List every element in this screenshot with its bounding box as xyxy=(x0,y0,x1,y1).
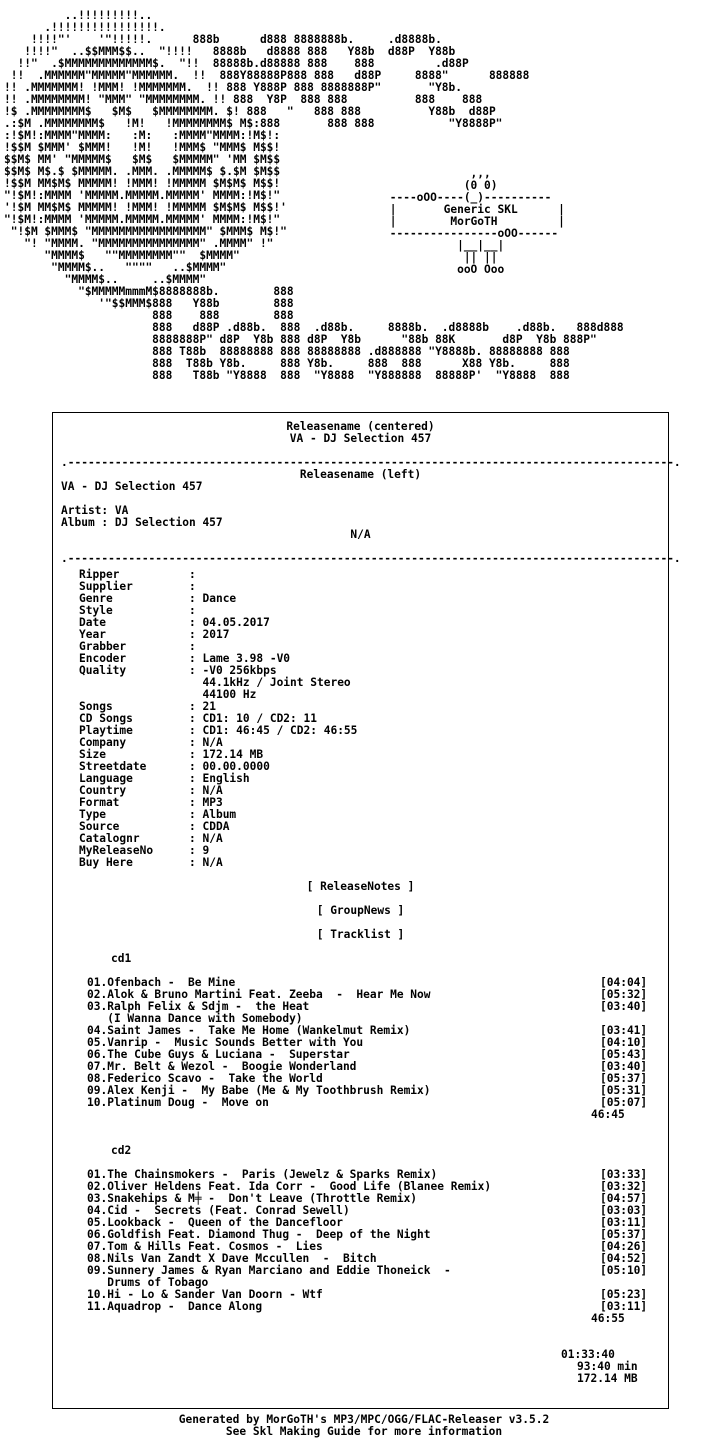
info-value: MP3 xyxy=(202,796,223,809)
info-colon: : xyxy=(189,580,203,593)
total-time: 01:33:40 xyxy=(561,1348,615,1361)
track-title: 09.Alex Kenji - My Babe (Me & My Toothbrush Remix) xyxy=(87,1084,431,1097)
track-time: [04:26] xyxy=(600,1240,648,1253)
info-row xyxy=(79,797,660,809)
info-row xyxy=(79,665,660,677)
track-title: 05.Lookback - Queen of the Dancefloor xyxy=(87,1216,343,1229)
info-key: Type xyxy=(79,808,106,821)
info-colon: : xyxy=(189,748,203,761)
info-row xyxy=(79,617,660,629)
info-key: Date xyxy=(79,616,106,629)
info-key: Language xyxy=(79,772,133,785)
info-key: Buy Here xyxy=(79,856,133,869)
track-time: [03:40] xyxy=(600,1060,648,1073)
total-size: 172.14 MB xyxy=(577,1372,638,1385)
info-row xyxy=(79,725,660,737)
track-time: [05:37] xyxy=(600,1072,648,1085)
track-title: 07.Mr. Belt & Wezol - Boogie Wonderland xyxy=(87,1060,357,1073)
info-row xyxy=(79,689,660,701)
info-colon: : xyxy=(189,820,203,833)
info-colon: : xyxy=(189,628,203,641)
track-title: 08.Nils Van Zandt X Dave Mccullen - Bitch xyxy=(87,1252,377,1265)
info-value: -V0 256kbps xyxy=(202,664,277,677)
track-title: 10.Hi - Lo & Sander Van Doorn - Wtf xyxy=(87,1288,323,1301)
track-title: 11.Aquadrop - Dance Along xyxy=(87,1300,263,1313)
info-key: Format xyxy=(79,796,120,809)
ascii-art-logo: ..!!!!!!!!!.. .!!!!!!!!!!!!!!!!. !!!!"' '"!!!!!. 888b d888 8888888b. .d8888b. !!!!" ..$$MMM$$.. "!!!! 8888b d8888 888 Y88b d88P Y88b !!" .$MMMMMMMMMMMMM$. "!! 88888b.d88888 888 888 .d88P !! .MMMMMM"MMMMM"MMMMMM. !! 888Y88888P888 888 d88P 8888" 888888 !! .MMMMMMM! !MMM! !MMMMMMM. !! 888 Y888P 888 8888888P" "Y8b. !! .MMMMMMMM! "MMM" "MMMMMMMM. !! 888 Y8P 888 888 888 888 !$ .MMMMMMMM$ $M$ $MMMMMMMM. $! 888 " 888 888 Y88b d88P .:$M .MMMMMMMM$ !M! !MMMMMMMM$ M$:888 888 888 "Y8888P" :!$M!:MMMM"MMMM: :M: :MMMM"MMMM:!M$!: !$$M $MMM' $MMM! !M! !MMM$ "MMM$ M$$! $$M$ MM' "MMMMM$ $M$ $MMMMM" 'MM $M$$ $$M$ M$.$ $MMMMM. .MMM. .MMMMM$ $.$M $M$$ !$$M MM$M$ MMMMM! !MMM! !MMMMM $M$M$ M$$! "!$M!:MMMM 'MMMMM.MMMMM.MMMMM' MMMM:!M$!" '!$M MM$M$ MMMMM! !MMM! !MMMMM $M$M$ M$$!' "!$M!:MMMM 'MMMMM.MMMMM.MMMMM' MMMM:!M$!" "!$M $MMM$ "MMMMMMMMMMMMMMMMM" $MMM$ M$!" "! "MMMM. "MMMMMMMMMMMMMMM" .MMMM" !" "MMMM$ ""MMMMMMMM"" $MMMM" "MMMM$.. """" ..$MMMM" "MMMM$.. ..$MMMM" "$MMMMMmmmM$8888888b. 888 '"$$MMM$888 Y88b 888 888 888 888 888 d88P .d88b. 888 .d88b. 8888b. .d8888b .d88b. 888d888 8888888P" d8P Y8b 888 d8P Y8b "88b 88K d8P Y8b 888P" 888 T88b 88888888 888 88888888 .d888888 "Y8888b. 88888888 888 888 T88b Y8b. 888 Y8b. 888 888 X88 Y8b. 888 888 T88b "Y8888 888 "Y8888 "Y888888 88888P' "Y8888 888 xyxy=(4,9,624,382)
track-time: [03:33] xyxy=(600,1168,648,1181)
info-row xyxy=(79,785,660,797)
track-title: 03.Snakehips & M╪ - Don't Leave (Throttle Remix) xyxy=(87,1192,418,1205)
info-row xyxy=(79,593,660,605)
info-key: Country xyxy=(79,784,127,797)
album-line: Album : DJ Selection 457 xyxy=(61,516,223,529)
blank xyxy=(61,493,660,505)
track-title: Drums of Tobago xyxy=(87,1276,209,1289)
info-colon: : xyxy=(189,784,203,797)
info-colon: : xyxy=(189,724,203,737)
info-value: 00.00.0000 xyxy=(202,760,270,773)
info-value: N/A xyxy=(202,736,223,749)
track-title: 04.Cid - Secrets (Feat. Conrad Sewell) xyxy=(87,1204,350,1217)
track-time: [03:40] xyxy=(600,1000,648,1013)
track-time: [04:57] xyxy=(600,1192,648,1205)
info-row xyxy=(79,653,660,665)
track-title: 05.Vanrip - Music Sounds Better with You xyxy=(87,1036,364,1049)
info-row xyxy=(79,629,660,641)
info-value: English xyxy=(202,772,250,785)
footer-line-2: See Skl Making Guide for more information xyxy=(225,1425,503,1438)
track-title: 02.Alok & Bruno Martini Feat. Zeeba - Hear Me Now xyxy=(87,988,431,1001)
info-row xyxy=(79,641,660,653)
info-value: 04.05.2017 xyxy=(202,616,270,629)
info-key: Catalognr xyxy=(79,832,140,845)
cd1-label: cd1 xyxy=(111,952,132,965)
info-key: Company xyxy=(79,736,127,749)
info-key: Playtime xyxy=(79,724,133,737)
info-colon: : xyxy=(189,712,203,725)
info-key: Encoder xyxy=(79,652,127,665)
info-row xyxy=(79,749,660,761)
info-key: Ripper xyxy=(79,568,120,581)
info-key: Supplier xyxy=(79,580,133,593)
info-value: 21 xyxy=(202,700,216,713)
release-notes-header: [ ReleaseNotes ] xyxy=(306,880,415,893)
info-row xyxy=(79,821,660,833)
info-key: Source xyxy=(79,820,120,833)
info-key: Quality xyxy=(79,664,127,677)
track-time: [05:31] xyxy=(600,1084,648,1097)
info-value: Dance xyxy=(202,592,237,605)
cd2-tracklist xyxy=(61,1169,660,1313)
info-row xyxy=(79,713,660,725)
info-value: 172.14 MB xyxy=(202,748,264,761)
info-colon: : xyxy=(189,700,203,713)
info-colon: : xyxy=(189,772,203,785)
info-value: N/A xyxy=(202,856,223,869)
info-colon: : xyxy=(189,640,203,653)
info-colon: : xyxy=(189,664,203,677)
track-time: [03:41] xyxy=(600,1024,648,1037)
track-title: 10.Platinum Doug - Move on xyxy=(87,1096,269,1109)
info-colon: : xyxy=(189,844,203,857)
info-row xyxy=(79,833,660,845)
footer-line-1: Generated by MorGoTH's MP3/MPC/OGG/FLAC-Releaser v3.5.2 xyxy=(178,1413,550,1426)
info-colon: : xyxy=(189,604,203,617)
release-name-left: VA - DJ Selection 457 xyxy=(61,480,203,493)
info-value: 44100 Hz xyxy=(202,688,257,701)
cd1-total: 46:45 xyxy=(591,1108,625,1121)
track-time: [05:37] xyxy=(600,1228,648,1241)
info-row xyxy=(79,605,660,617)
info-value: 2017 xyxy=(202,628,230,641)
track-title: 06.Goldfish Feat. Diamond Thug - Deep of the Night xyxy=(87,1228,431,1241)
info-colon: : xyxy=(189,568,203,581)
track-time: [04:04] xyxy=(600,976,648,989)
info-colon: : xyxy=(189,652,203,665)
info-value: CD1: 46:45 / CD2: 46:55 xyxy=(202,724,358,737)
divider: .------------------------------------------------------------------------------------------. xyxy=(61,456,681,469)
divider: .------------------------------------------------------------------------------------------. xyxy=(61,552,681,565)
info-colon: : xyxy=(189,592,203,605)
info-key: CD Songs xyxy=(79,712,133,725)
info-value: N/A xyxy=(202,832,223,845)
info-colon: : xyxy=(189,616,203,629)
total-minutes: 93:40 min xyxy=(577,1360,638,1373)
info-key: Size xyxy=(79,748,106,761)
track-title: (I Wanna Dance with Somebody) xyxy=(87,1012,303,1025)
release-name-centered: VA - DJ Selection 457 xyxy=(289,432,432,445)
track-title: 01.The Chainsmokers - Paris (Jewelz & Sparks Remix) xyxy=(87,1168,438,1181)
track-row xyxy=(87,1097,660,1109)
footer xyxy=(0,1414,728,1438)
info-key xyxy=(79,677,189,689)
na-label: N/A xyxy=(350,528,371,541)
track-title: 06.The Cube Guys & Luciana - Superstar xyxy=(87,1048,350,1061)
info-colon: : xyxy=(189,796,203,809)
track-title: 03.Ralph Felix & Sdjm - the Heat xyxy=(87,1000,310,1013)
info-key: Genre xyxy=(79,592,113,605)
info-key: Style xyxy=(79,604,113,617)
info-colon: : xyxy=(189,760,203,773)
track-time: [04:52] xyxy=(600,1252,648,1265)
info-row xyxy=(79,857,660,869)
track-time: [03:03] xyxy=(600,1204,648,1217)
info-row xyxy=(79,677,660,689)
info-table xyxy=(61,569,660,869)
cd2-total: 46:55 xyxy=(591,1312,625,1325)
info-key: Grabber xyxy=(79,640,127,653)
track-time: [03:11] xyxy=(600,1216,648,1229)
skl-ascii-art: ,,, (0 0) ----oOO----(_)---------- | Generic SKL | | MorGoTH | ----------------oOO------ |__|__| || || ooO Ooo xyxy=(389,167,565,276)
track-time: [05:32] xyxy=(600,988,648,1001)
info-colon: : xyxy=(189,808,203,821)
info-value: N/A xyxy=(202,784,223,797)
info-row xyxy=(79,569,660,581)
info-colon: : xyxy=(189,736,203,749)
info-key: Songs xyxy=(79,700,113,713)
info-row xyxy=(79,737,660,749)
track-time: [05:43] xyxy=(600,1048,648,1061)
track-title: 07.Tom & Hills Feat. Cosmos - Lies xyxy=(87,1240,323,1253)
track-title: 01.Ofenbach - Be Mine xyxy=(87,976,236,989)
track-time: [05:10] xyxy=(600,1264,648,1277)
info-row xyxy=(79,845,660,857)
info-colon: : xyxy=(189,832,203,845)
info-key: Year xyxy=(79,628,106,641)
info-value: 9 xyxy=(202,844,210,857)
info-row xyxy=(79,701,660,713)
group-news-header: [ GroupNews ] xyxy=(316,904,405,917)
info-key: MyReleaseNo xyxy=(79,844,154,857)
info-colon: : xyxy=(189,856,203,869)
track-title: 09.Sunnery James & Ryan Marciano and Eddie Thoneick - xyxy=(87,1264,451,1277)
track-time: [03:11] xyxy=(600,1300,648,1313)
track-time: [03:32] xyxy=(600,1180,648,1193)
info-value: CDDA xyxy=(202,820,230,833)
release-name-left-label: Releasename (left) xyxy=(299,468,422,481)
artist-line: Artist: VA xyxy=(61,504,129,517)
track-row xyxy=(87,1301,660,1313)
tracklist-header: [ Tracklist ] xyxy=(316,928,405,941)
cd2-label: cd2 xyxy=(111,1144,132,1157)
cd1-tracklist xyxy=(61,977,660,1109)
info-row xyxy=(79,581,660,593)
track-title: 08.Federico Scavo - Take the World xyxy=(87,1072,323,1085)
track-time: [05:07] xyxy=(600,1096,648,1109)
info-value: Lame 3.98 -V0 xyxy=(202,652,291,665)
track-time: [05:23] xyxy=(600,1288,648,1301)
info-key: Streetdate xyxy=(79,760,147,773)
info-value: Album xyxy=(202,808,237,821)
info-row xyxy=(79,761,660,773)
info-row xyxy=(79,773,660,785)
track-title: 02.Oliver Heldens Feat. Ida Corr - Good Life (Blanee Remix) xyxy=(87,1180,492,1193)
nfo-box xyxy=(52,412,681,1409)
info-value: CD1: 10 / CD2: 11 xyxy=(202,712,317,725)
release-name-centered-label: Releasename (centered) xyxy=(286,420,435,433)
info-row xyxy=(79,809,660,821)
track-time: [04:10] xyxy=(600,1036,648,1049)
info-value: 44.1kHz / Joint Stereo xyxy=(202,676,351,689)
track-title: 04.Saint James - Take Me Home (Wankelmut Remix) xyxy=(87,1024,411,1037)
